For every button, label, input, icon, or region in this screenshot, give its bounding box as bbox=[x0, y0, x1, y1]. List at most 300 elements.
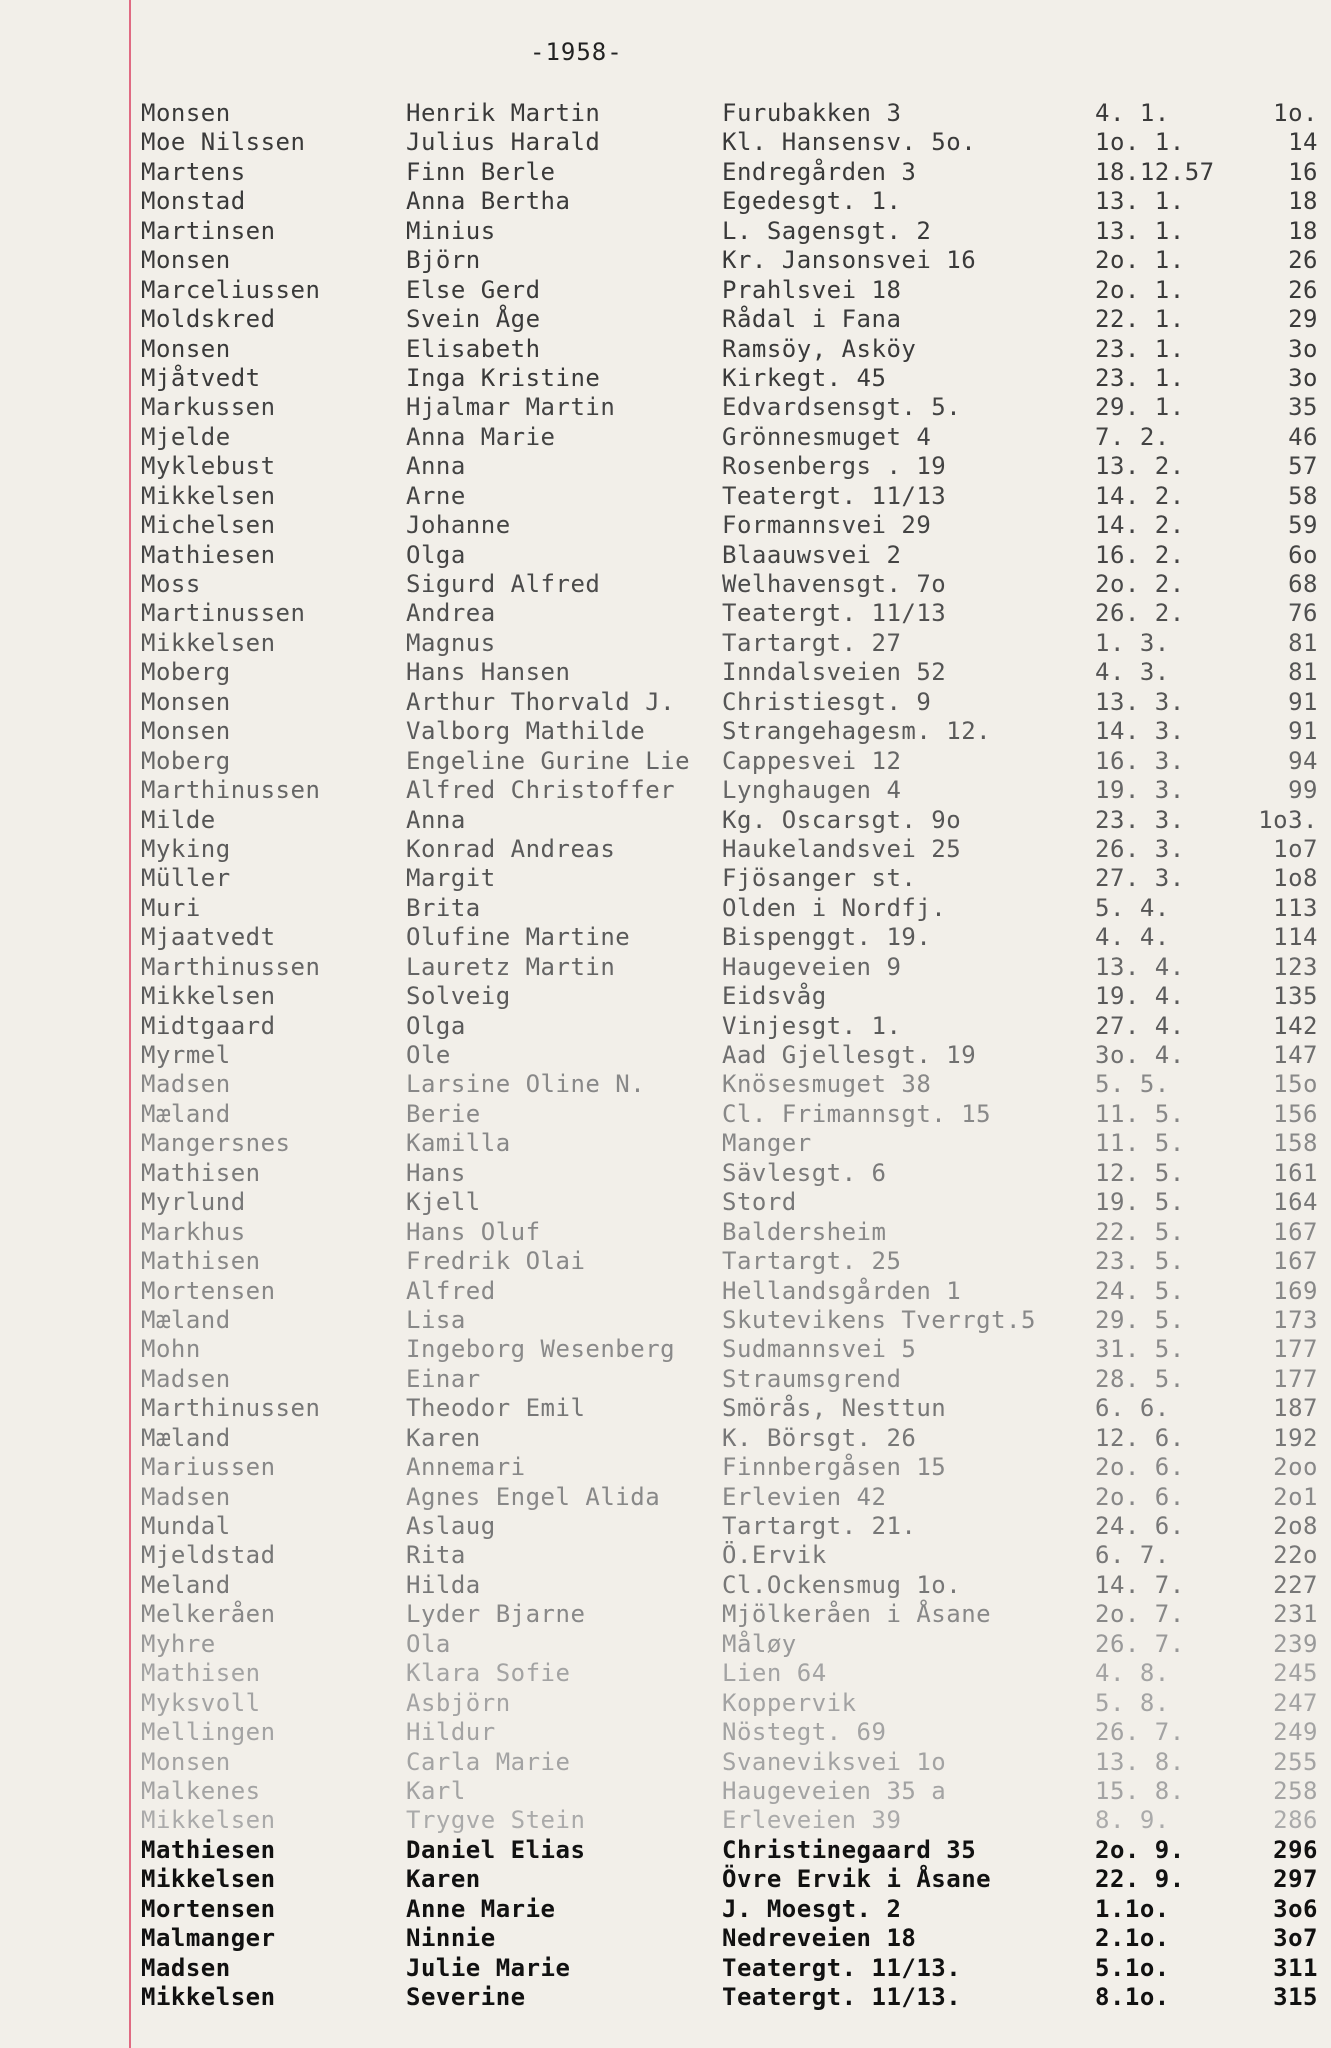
surname-cell: Mangersnes bbox=[141, 1129, 291, 1158]
date-cell: 6. 7. bbox=[1095, 1541, 1170, 1570]
date-cell: 13. 4. bbox=[1095, 952, 1185, 981]
number-cell: 169 bbox=[1273, 1276, 1318, 1305]
table-row bbox=[0, 1365, 1331, 1394]
surname-cell: Myksvoll bbox=[141, 1688, 261, 1717]
number-cell: 3o6 bbox=[1273, 1894, 1318, 1923]
table-row bbox=[0, 1865, 1331, 1894]
surname-cell: Mæland bbox=[141, 1423, 231, 1452]
surname-cell: Mikkelsen bbox=[141, 1865, 276, 1894]
surname-cell: Mohn bbox=[141, 1335, 201, 1364]
table-row bbox=[0, 158, 1331, 187]
table-row bbox=[0, 776, 1331, 805]
date-cell: 15. 8. bbox=[1095, 1776, 1185, 1805]
table-row bbox=[0, 99, 1331, 128]
given-name-cell: Lyder Bjarne bbox=[406, 1600, 586, 1629]
number-cell: 2o8 bbox=[1273, 1512, 1318, 1540]
address-cell: Lien 64 bbox=[722, 1659, 827, 1688]
surname-cell: Mjaatvedt bbox=[141, 923, 276, 952]
given-name-cell: Brita bbox=[406, 893, 481, 922]
date-cell: 27. 3. bbox=[1095, 864, 1185, 893]
address-cell: Knösesmuget 38 bbox=[722, 1070, 932, 1099]
given-name-cell: Ingeborg Wesenberg bbox=[406, 1335, 676, 1364]
address-cell: Ö.Ervik bbox=[722, 1541, 827, 1570]
address-cell: Endregården 3 bbox=[722, 157, 917, 186]
number-cell: 99 bbox=[1288, 776, 1318, 805]
address-cell: Kr. Jansonsvei 16 bbox=[722, 246, 977, 275]
surname-cell: Markussen bbox=[141, 393, 276, 422]
surname-cell: Myrmel bbox=[141, 1041, 231, 1069]
table-row bbox=[0, 806, 1331, 835]
given-name-cell: Hildur bbox=[406, 1718, 496, 1747]
given-name-cell: Anna bbox=[406, 805, 466, 834]
number-cell: 91 bbox=[1288, 717, 1318, 746]
address-cell: Teatergt. 11/13. bbox=[722, 1953, 962, 1982]
date-cell: 22. 9. bbox=[1095, 1865, 1185, 1894]
table-row bbox=[0, 1453, 1331, 1482]
number-cell: 296 bbox=[1273, 1835, 1318, 1864]
date-cell: 22. 5. bbox=[1095, 1217, 1185, 1246]
surname-cell: Mjåtvedt bbox=[141, 363, 261, 392]
number-cell: 57 bbox=[1288, 452, 1318, 481]
address-cell: Rosenbergs . 19 bbox=[722, 452, 947, 481]
surname-cell: Müller bbox=[141, 864, 231, 893]
surname-cell: Melkeråen bbox=[141, 1600, 276, 1629]
given-name-cell: Karen bbox=[406, 1423, 481, 1452]
address-cell: Kirkegt. 45 bbox=[722, 363, 887, 392]
address-cell: Haukelandsvei 25 bbox=[722, 834, 962, 863]
address-cell: Aad Gjellesgt. 19 bbox=[722, 1041, 977, 1069]
address-cell: Baldersheim bbox=[722, 1217, 887, 1246]
surname-cell: Mikkelsen bbox=[141, 628, 276, 657]
table-row bbox=[0, 1306, 1331, 1335]
surname-cell: Monsen bbox=[141, 687, 231, 716]
table-row bbox=[0, 1836, 1331, 1865]
given-name-cell: Minius bbox=[406, 216, 496, 245]
surname-cell: Mikkelsen bbox=[141, 982, 276, 1011]
number-cell: 18 bbox=[1288, 216, 1318, 245]
address-cell: Edvardsensgt. 5. bbox=[722, 393, 962, 422]
address-cell: Svaneviksvei 1o bbox=[722, 1747, 947, 1776]
number-cell: 76 bbox=[1288, 599, 1318, 628]
date-cell: 13. 8. bbox=[1095, 1747, 1185, 1776]
given-name-cell: Carla Marie bbox=[406, 1747, 571, 1776]
table-row bbox=[0, 1689, 1331, 1718]
number-cell: 29 bbox=[1288, 305, 1318, 334]
table-row bbox=[0, 1335, 1331, 1364]
number-cell: 192 bbox=[1273, 1423, 1318, 1452]
given-name-cell: Olga bbox=[406, 540, 466, 569]
given-name-cell: Hans Hansen bbox=[406, 658, 571, 687]
given-name-cell: Else Gerd bbox=[406, 275, 541, 304]
given-name-cell: Larsine Oline N. bbox=[406, 1070, 646, 1099]
given-name-cell: Agnes Engel Alida bbox=[406, 1482, 661, 1511]
number-cell: 1o7 bbox=[1273, 834, 1318, 863]
address-cell: L. Sagensgt. 2 bbox=[722, 216, 932, 245]
number-cell: 3o bbox=[1288, 363, 1318, 392]
surname-cell: Mortensen bbox=[141, 1276, 276, 1305]
table-row bbox=[0, 1806, 1331, 1835]
date-cell: 2o. 1. bbox=[1095, 246, 1185, 275]
surname-cell: Mathisen bbox=[141, 1158, 261, 1187]
given-name-cell: Kjell bbox=[406, 1188, 481, 1217]
number-cell: 123 bbox=[1273, 952, 1318, 981]
date-cell: 4. 4. bbox=[1095, 923, 1170, 952]
surname-cell: Malmanger bbox=[141, 1924, 276, 1953]
surname-cell: Mariussen bbox=[141, 1453, 276, 1482]
number-cell: 167 bbox=[1273, 1217, 1318, 1246]
date-cell: 26. 7. bbox=[1095, 1629, 1185, 1658]
surname-cell: Muri bbox=[141, 893, 201, 922]
table-row bbox=[0, 393, 1331, 422]
number-cell: 315 bbox=[1273, 1983, 1318, 2011]
address-cell: Blaauwsvei 2 bbox=[722, 540, 902, 569]
table-row bbox=[0, 246, 1331, 275]
date-cell: 18.12.57 bbox=[1095, 157, 1215, 186]
date-cell: 2o. 9. bbox=[1095, 1835, 1185, 1864]
given-name-cell: Solveig bbox=[406, 982, 511, 1011]
address-cell: Nedreveien 18 bbox=[722, 1924, 917, 1953]
date-cell: 2.1o. bbox=[1095, 1924, 1170, 1953]
address-cell: Kg. Oscarsgt. 9o bbox=[722, 805, 962, 834]
address-cell: Kl. Hansensv. 5o. bbox=[722, 128, 977, 157]
address-cell: Erleveien 39 bbox=[722, 1806, 902, 1835]
table-row bbox=[0, 1012, 1331, 1041]
date-cell: 28. 5. bbox=[1095, 1364, 1185, 1393]
number-cell: 286 bbox=[1273, 1806, 1318, 1835]
number-cell: 113 bbox=[1273, 893, 1318, 922]
surname-cell: Mundal bbox=[141, 1512, 231, 1540]
number-cell: 164 bbox=[1273, 1188, 1318, 1217]
given-name-cell: Hjalmar Martin bbox=[406, 393, 616, 422]
given-name-cell: Anna bbox=[406, 452, 466, 481]
date-cell: 6. 6. bbox=[1095, 1394, 1170, 1423]
given-name-cell: Ninnie bbox=[406, 1924, 496, 1953]
table-row bbox=[0, 1600, 1331, 1629]
given-name-cell: Henrik Martin bbox=[406, 99, 601, 127]
table-row bbox=[0, 1070, 1331, 1099]
date-cell: 24. 5. bbox=[1095, 1276, 1185, 1305]
address-cell: Haugeveien 35 a bbox=[722, 1776, 947, 1805]
given-name-cell: Einar bbox=[406, 1364, 481, 1393]
date-cell: 26. 3. bbox=[1095, 834, 1185, 863]
date-cell: 23. 5. bbox=[1095, 1247, 1185, 1276]
number-cell: 18 bbox=[1288, 187, 1318, 216]
date-cell: 14. 3. bbox=[1095, 717, 1185, 746]
given-name-cell: Karen bbox=[406, 1865, 481, 1894]
surname-cell: Madsen bbox=[141, 1482, 231, 1511]
date-cell: 31. 5. bbox=[1095, 1335, 1185, 1364]
number-cell: 81 bbox=[1288, 658, 1318, 687]
address-cell: Finnbergåsen 15 bbox=[722, 1453, 947, 1482]
address-cell: Vinjesgt. 1. bbox=[722, 1011, 902, 1040]
number-cell: 297 bbox=[1273, 1865, 1318, 1894]
table-row bbox=[0, 1100, 1331, 1129]
address-cell: K. Börsgt. 26 bbox=[722, 1423, 917, 1452]
date-cell: 23. 1. bbox=[1095, 363, 1185, 392]
address-cell: Sävlesgt. 6 bbox=[722, 1158, 887, 1187]
date-cell: 13. 1. bbox=[1095, 216, 1185, 245]
surname-cell: Moe Nilssen bbox=[141, 128, 306, 157]
given-name-cell: Alfred Christoffer bbox=[406, 776, 676, 805]
table-row bbox=[0, 128, 1331, 157]
table-row bbox=[0, 658, 1331, 687]
surname-cell: Mathiesen bbox=[141, 1835, 276, 1864]
given-name-cell: Magnus bbox=[406, 628, 496, 657]
date-cell: 1o. 1. bbox=[1095, 128, 1185, 157]
surname-cell: Mjeldstad bbox=[141, 1541, 276, 1570]
number-cell: 239 bbox=[1273, 1629, 1318, 1658]
number-cell: 114 bbox=[1273, 923, 1318, 952]
date-cell: 19. 4. bbox=[1095, 982, 1185, 1011]
table-row bbox=[0, 835, 1331, 864]
surname-cell: Marthinussen bbox=[141, 1394, 321, 1423]
date-cell: 29. 5. bbox=[1095, 1305, 1185, 1334]
number-cell: 22o bbox=[1273, 1541, 1318, 1570]
given-name-cell: Ole bbox=[406, 1041, 451, 1069]
given-name-cell: Annemari bbox=[406, 1453, 526, 1482]
number-cell: 231 bbox=[1273, 1600, 1318, 1629]
date-cell: 5. 8. bbox=[1095, 1688, 1170, 1717]
table-row bbox=[0, 1483, 1331, 1512]
number-cell: 6o bbox=[1288, 540, 1318, 569]
date-cell: 19. 5. bbox=[1095, 1188, 1185, 1217]
given-name-cell: Olufine Martine bbox=[406, 923, 631, 952]
date-cell: 23. 3. bbox=[1095, 805, 1185, 834]
number-cell: 91 bbox=[1288, 687, 1318, 716]
table-row bbox=[0, 541, 1331, 570]
date-cell: 27. 4. bbox=[1095, 1011, 1185, 1040]
table-row bbox=[0, 1394, 1331, 1423]
date-cell: 19. 3. bbox=[1095, 776, 1185, 805]
date-cell: 12. 6. bbox=[1095, 1423, 1185, 1452]
date-cell: 13. 2. bbox=[1095, 452, 1185, 481]
surname-cell: Mathiesen bbox=[141, 540, 276, 569]
given-name-cell: Hans Oluf bbox=[406, 1217, 541, 1246]
number-cell: 58 bbox=[1288, 481, 1318, 510]
given-name-cell: Lisa bbox=[406, 1305, 466, 1334]
address-cell: Övre Ervik i Åsane bbox=[722, 1865, 992, 1894]
table-row bbox=[0, 717, 1331, 746]
given-name-cell: Valborg Mathilde bbox=[406, 717, 646, 746]
given-name-cell: Berie bbox=[406, 1099, 481, 1128]
address-cell: Sudmannsvei 5 bbox=[722, 1335, 917, 1364]
surname-cell: Monsen bbox=[141, 99, 231, 127]
address-cell: Fjösanger st. bbox=[722, 864, 917, 893]
surname-cell: Martinussen bbox=[141, 599, 306, 628]
number-cell: 1o3. bbox=[1258, 805, 1318, 834]
surname-cell: Markhus bbox=[141, 1217, 246, 1246]
surname-cell: Moldskred bbox=[141, 305, 276, 334]
number-cell: 311 bbox=[1273, 1953, 1318, 1982]
address-cell: Prahlsvei 18 bbox=[722, 275, 902, 304]
date-cell: 14. 2. bbox=[1095, 511, 1185, 540]
surname-cell: Monsen bbox=[141, 1747, 231, 1776]
address-cell: Ramsöy, Asköy bbox=[722, 334, 917, 363]
surname-cell: Meland bbox=[141, 1570, 231, 1599]
given-name-cell: Lauretz Martin bbox=[406, 952, 616, 981]
address-cell: Inndalsveien 52 bbox=[722, 658, 947, 687]
number-cell: 187 bbox=[1273, 1394, 1318, 1423]
table-row bbox=[0, 1924, 1331, 1953]
surname-cell: Monstad bbox=[141, 187, 246, 216]
address-cell: Cl.Ockensmug 1o. bbox=[722, 1570, 962, 1599]
date-cell: 4. 1. bbox=[1095, 99, 1170, 127]
address-cell: Olden i Nordfj. bbox=[722, 893, 947, 922]
number-cell: 167 bbox=[1273, 1247, 1318, 1276]
date-cell: 8. 9. bbox=[1095, 1806, 1170, 1835]
address-cell: Egedesgt. 1. bbox=[722, 187, 902, 216]
table-row bbox=[0, 452, 1331, 481]
surname-cell: Moss bbox=[141, 570, 201, 598]
surname-cell: Marthinussen bbox=[141, 776, 321, 805]
table-row bbox=[0, 570, 1331, 599]
given-name-cell: Aslaug bbox=[406, 1512, 496, 1540]
address-cell: Teatergt. 11/13 bbox=[722, 481, 947, 510]
number-cell: 135 bbox=[1273, 982, 1318, 1011]
number-cell: 2oo bbox=[1273, 1453, 1318, 1482]
number-cell: 156 bbox=[1273, 1099, 1318, 1128]
address-cell: Haugeveien 9 bbox=[722, 952, 902, 981]
table-row bbox=[0, 688, 1331, 717]
number-cell: 1o8 bbox=[1273, 864, 1318, 893]
date-cell: 2o. 6. bbox=[1095, 1482, 1185, 1511]
date-cell: 26. 2. bbox=[1095, 599, 1185, 628]
number-cell: 16 bbox=[1288, 157, 1318, 186]
date-cell: 5. 4. bbox=[1095, 893, 1170, 922]
surname-cell: Myking bbox=[141, 834, 231, 863]
date-cell: 7. 2. bbox=[1095, 422, 1170, 451]
number-cell: 3o7 bbox=[1273, 1924, 1318, 1953]
given-name-cell: Svein Åge bbox=[406, 305, 541, 334]
address-cell: Lynghaugen 4 bbox=[722, 776, 902, 805]
number-cell: 142 bbox=[1273, 1011, 1318, 1040]
surname-cell: Marceliussen bbox=[141, 275, 321, 304]
surname-cell: Madsen bbox=[141, 1364, 231, 1393]
date-cell: 16. 2. bbox=[1095, 540, 1185, 569]
given-name-cell: Ola bbox=[406, 1629, 451, 1658]
given-name-cell: Arthur Thorvald J. bbox=[406, 687, 676, 716]
date-cell: 22. 1. bbox=[1095, 305, 1185, 334]
table-row bbox=[0, 864, 1331, 893]
surname-cell: Midtgaard bbox=[141, 1011, 276, 1040]
given-name-cell: Asbjörn bbox=[406, 1688, 511, 1717]
date-cell: 29. 1. bbox=[1095, 393, 1185, 422]
table-row bbox=[0, 1718, 1331, 1747]
table-row bbox=[0, 217, 1331, 246]
given-name-cell: Anna Bertha bbox=[406, 187, 571, 216]
address-cell: Tartargt. 27 bbox=[722, 628, 902, 657]
table-row bbox=[0, 1218, 1331, 1247]
number-cell: 227 bbox=[1273, 1570, 1318, 1599]
number-cell: 35 bbox=[1288, 393, 1318, 422]
table-row bbox=[0, 423, 1331, 452]
table-row bbox=[0, 511, 1331, 540]
given-name-cell: Rita bbox=[406, 1541, 466, 1570]
given-name-cell: Julius Harald bbox=[406, 128, 601, 157]
given-name-cell: Engeline Gurine Lie bbox=[406, 746, 691, 775]
date-cell: 1. 3. bbox=[1095, 628, 1170, 657]
date-cell: 12. 5. bbox=[1095, 1158, 1185, 1187]
number-cell: 15o bbox=[1273, 1070, 1318, 1099]
given-name-cell: Kamilla bbox=[406, 1129, 511, 1158]
date-cell: 11. 5. bbox=[1095, 1099, 1185, 1128]
surname-cell: Myrlund bbox=[141, 1188, 246, 1217]
given-name-cell: Trygve Stein bbox=[406, 1806, 586, 1835]
date-cell: 5. 5. bbox=[1095, 1070, 1170, 1099]
surname-cell: Martens bbox=[141, 157, 246, 186]
given-name-cell: Theodor Emil bbox=[406, 1394, 586, 1423]
address-cell: Manger bbox=[722, 1129, 812, 1158]
address-cell: Tartargt. 21. bbox=[722, 1512, 917, 1540]
number-cell: 26 bbox=[1288, 275, 1318, 304]
table-row bbox=[0, 1748, 1331, 1777]
given-name-cell: Inga Kristine bbox=[406, 363, 601, 392]
surname-cell: Monsen bbox=[141, 334, 231, 363]
address-cell: Christiesgt. 9 bbox=[722, 687, 932, 716]
given-name-cell: Anne Marie bbox=[406, 1894, 556, 1923]
date-cell: 14. 2. bbox=[1095, 481, 1185, 510]
table-row bbox=[0, 923, 1331, 952]
number-cell: 59 bbox=[1288, 511, 1318, 540]
date-cell: 5.1o. bbox=[1095, 1953, 1170, 1982]
given-name-cell: Karl bbox=[406, 1776, 466, 1805]
address-cell: J. Moesgt. 2 bbox=[722, 1894, 902, 1923]
address-cell: Hellandsgården 1 bbox=[722, 1276, 962, 1305]
address-cell: Tartargt. 25 bbox=[722, 1247, 902, 1276]
number-cell: 68 bbox=[1288, 570, 1318, 598]
number-cell: 173 bbox=[1273, 1305, 1318, 1334]
given-name-cell: Elisabeth bbox=[406, 334, 541, 363]
date-cell: 13. 3. bbox=[1095, 687, 1185, 716]
number-cell: 3o bbox=[1288, 334, 1318, 363]
address-cell: Erlevien 42 bbox=[722, 1482, 887, 1511]
number-cell: 255 bbox=[1273, 1747, 1318, 1776]
address-cell: Mjölkeråen i Åsane bbox=[722, 1600, 992, 1629]
table-row bbox=[0, 482, 1331, 511]
surname-cell: Myhre bbox=[141, 1629, 216, 1658]
number-cell: 14 bbox=[1288, 128, 1318, 157]
date-cell: 3o. 4. bbox=[1095, 1041, 1185, 1069]
address-cell: Nöstegt. 69 bbox=[722, 1718, 887, 1747]
number-cell: 81 bbox=[1288, 628, 1318, 657]
surname-cell: Mathisen bbox=[141, 1659, 261, 1688]
date-cell: 23. 1. bbox=[1095, 334, 1185, 363]
address-cell: Teatergt. 11/13 bbox=[722, 599, 947, 628]
surname-cell: Milde bbox=[141, 805, 216, 834]
surname-cell: Madsen bbox=[141, 1070, 231, 1099]
table-row bbox=[0, 953, 1331, 982]
date-cell: 26. 7. bbox=[1095, 1718, 1185, 1747]
number-cell: 247 bbox=[1273, 1688, 1318, 1717]
table-row bbox=[0, 1630, 1331, 1659]
surname-cell: Mathisen bbox=[141, 1247, 261, 1276]
table-row bbox=[0, 1512, 1331, 1541]
given-name-cell: Severine bbox=[406, 1983, 526, 2011]
number-cell: 26 bbox=[1288, 246, 1318, 275]
address-cell: Smörås, Nesttun bbox=[722, 1394, 947, 1423]
number-cell: 177 bbox=[1273, 1364, 1318, 1393]
date-cell: 8.1o. bbox=[1095, 1983, 1170, 2011]
surname-cell: Mæland bbox=[141, 1099, 231, 1128]
number-cell: 94 bbox=[1288, 746, 1318, 775]
surname-cell: Michelsen bbox=[141, 511, 276, 540]
date-cell: 2o. 2. bbox=[1095, 570, 1185, 598]
table-row bbox=[0, 1659, 1331, 1688]
table-row bbox=[0, 276, 1331, 305]
table-row bbox=[0, 1247, 1331, 1276]
given-name-cell: Hans bbox=[406, 1158, 466, 1187]
surname-cell: Moberg bbox=[141, 658, 231, 687]
